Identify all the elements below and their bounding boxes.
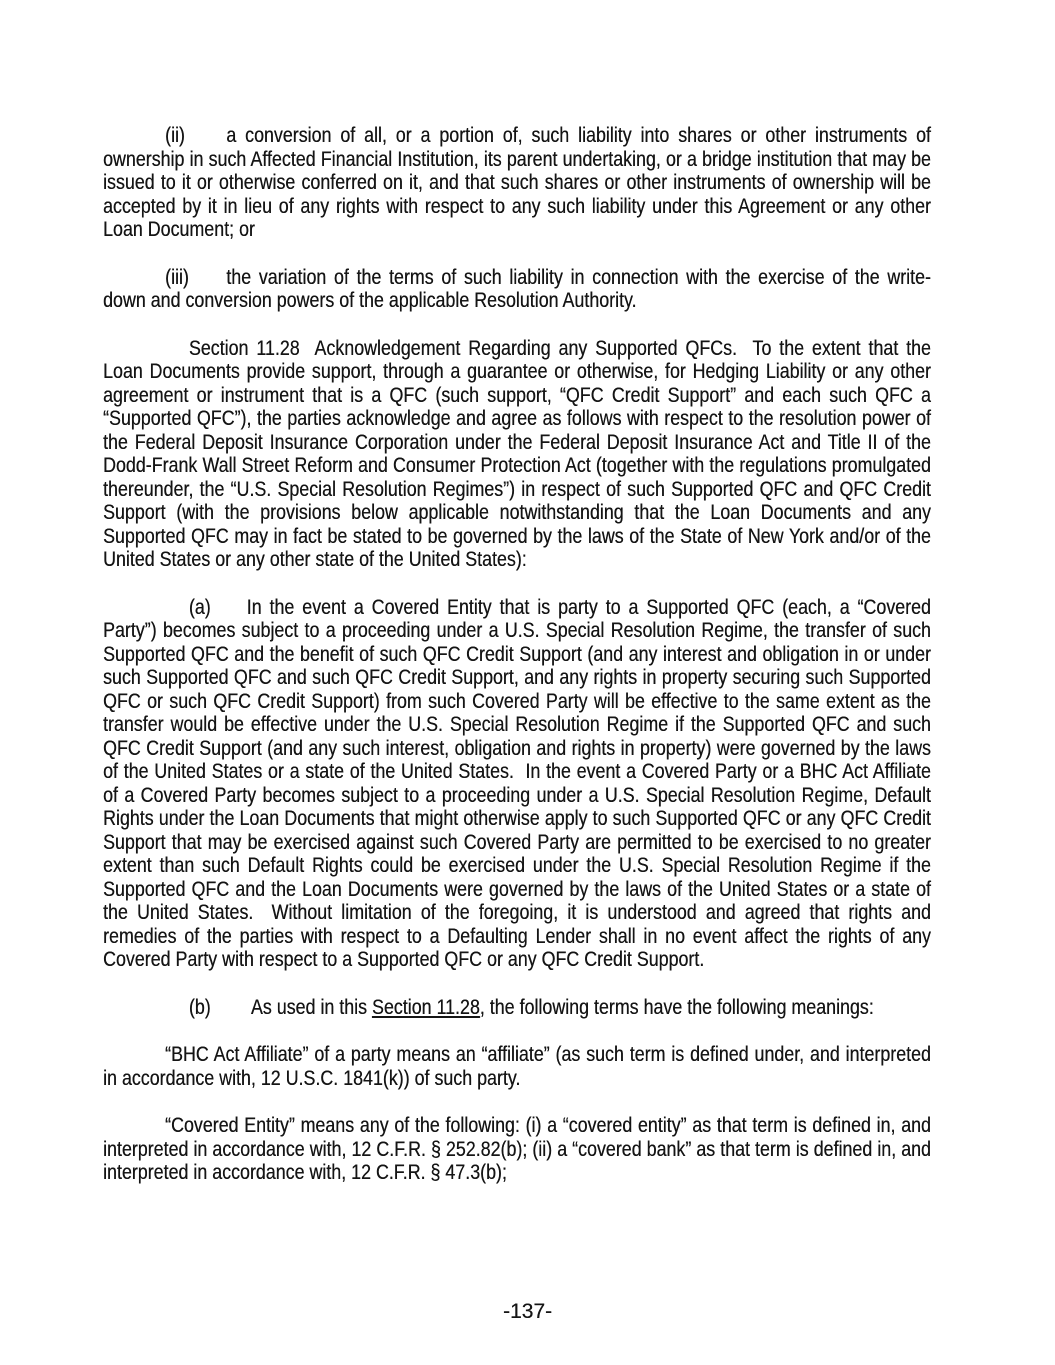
clause-a-paragraph xyxy=(103,596,931,972)
definition-bhc-act-affiliate xyxy=(103,1043,931,1090)
clause-ii-paragraph xyxy=(103,124,931,242)
document-body xyxy=(103,124,931,1209)
clause-b-label: (b) xyxy=(188,995,211,1019)
section-11-28-reference: Section 11.28 xyxy=(371,995,480,1019)
clause-a-text: In the event a Covered Entity that is party to a Supported QFC (each, a “Covered Party”) becomes subject to a proceeding under a U.S. Special Resolution Regime, the transfer of such Supported QFC and the benefit of such QFC Credit Support (and any interest and obligation in or under such Supported QFC and such QFC Credit Support, and any rights in property securing such Supported QFC or such QFC Credit Support) from such Covered Party will be effective to the same extent as the transfer would be effective under the U.S. Special Resolution Regime if the Supported QFC and such QFC Credit Support (and any such interest, obligation and rights in property) were governed by the laws of the United States or a state of the United States. In the event a Covered Party or a BHC Act Affiliate of a Covered Party becomes subject to a proceeding under a U.S. Special Resolution Regime, Default Rights under the Loan Documents that might otherwise apply to such Supported QFC or any QFC Credit Support that may be exercised against such Covered Party are permitted to be exercised to no greater extent than such Default Rights could be exercised under the U.S. Special Resolution Regime if the Supported QFC and the Loan Documents were governed by the laws of the United States or a state of the United States. Without limitation of the foregoing, it is understood and agreed that rights and remedies of the parties with respect to a Defaulting Lender shall in no event affect the rights of any Covered Party with respect to a Supported QFC or any QFC Credit Support. xyxy=(103,595,931,971)
clause-a-label: (a) xyxy=(188,595,211,619)
page-number: -137- xyxy=(502,1300,553,1323)
clause-iii-text: the variation of the terms of such liability in connection with the exercise of the write-down and conversion powers of the applicable Resolution Authority. xyxy=(103,265,931,312)
clause-b-paragraph xyxy=(103,996,931,1020)
clause-b-text-before: As used in this xyxy=(250,995,372,1019)
section-11-28-paragraph xyxy=(103,337,931,572)
definition-bhc-text: “BHC Act Affiliate” of a party means an “affiliate” (as such term is defined under, and interpreted in accordance with, 12 U.S.C. 1841(k)) of such party. xyxy=(103,1043,931,1090)
clause-iii-label: (iii) xyxy=(165,265,189,289)
clause-ii-label: (ii) xyxy=(165,124,185,147)
clause-ii-text: a conversion of all, or a portion of, such liability into shares or other instruments of ownership in such Affected Financial Institution, its parent undertaking, or a bridge institution that may be issued to it or otherwise conferred on it, and that such shares or other instruments of ownership will be accepted by it in lieu of any rights with respect to any such liability under this Agreement or any other Loan Document; or xyxy=(103,124,931,241)
section-11-28-text: Section 11.28 Acknowledgement Regarding any Supported QFCs. To the extent that the Loan Documents provide support, through a guarantee or otherwise, for Hedging Liability or any other agreement or instrument that is a QFC (such support, “QFC Credit Support” and each such QFC a “Supported QFC”), the parties acknowledge and agree as follows with respect to the resolution power of the Federal Deposit Insurance Corporation under the Federal Deposit Insurance Act and Title II of the Dodd-Frank Wall Street Reform and Consumer Protection Act (together with the regulations promulgated thereunder, the “U.S. Special Resolution Regimes”) in respect of such Supported QFC and QFC Credit Support (with the provisions below applicable notwithstanding that the Loan Documents and any Supported QFC may in fact be stated to be governed by the laws of the State of New York and/or of the United States or any other state of the United States): xyxy=(103,336,931,571)
clause-iii-paragraph xyxy=(103,266,931,313)
clause-b-text-after: , the following terms have the following meanings: xyxy=(479,995,874,1019)
definition-covered-entity-text: “Covered Entity” means any of the following: (i) a “covered entity” as that term is defined in, and interpreted in accordance with, 12 C.F.R. § 252.82(b); (ii) a “covered bank” as that term is defined in, and interpreted in accordance with, 12 C.F.R. § 47.3(b); xyxy=(103,1114,931,1184)
definition-covered-entity xyxy=(103,1114,931,1185)
